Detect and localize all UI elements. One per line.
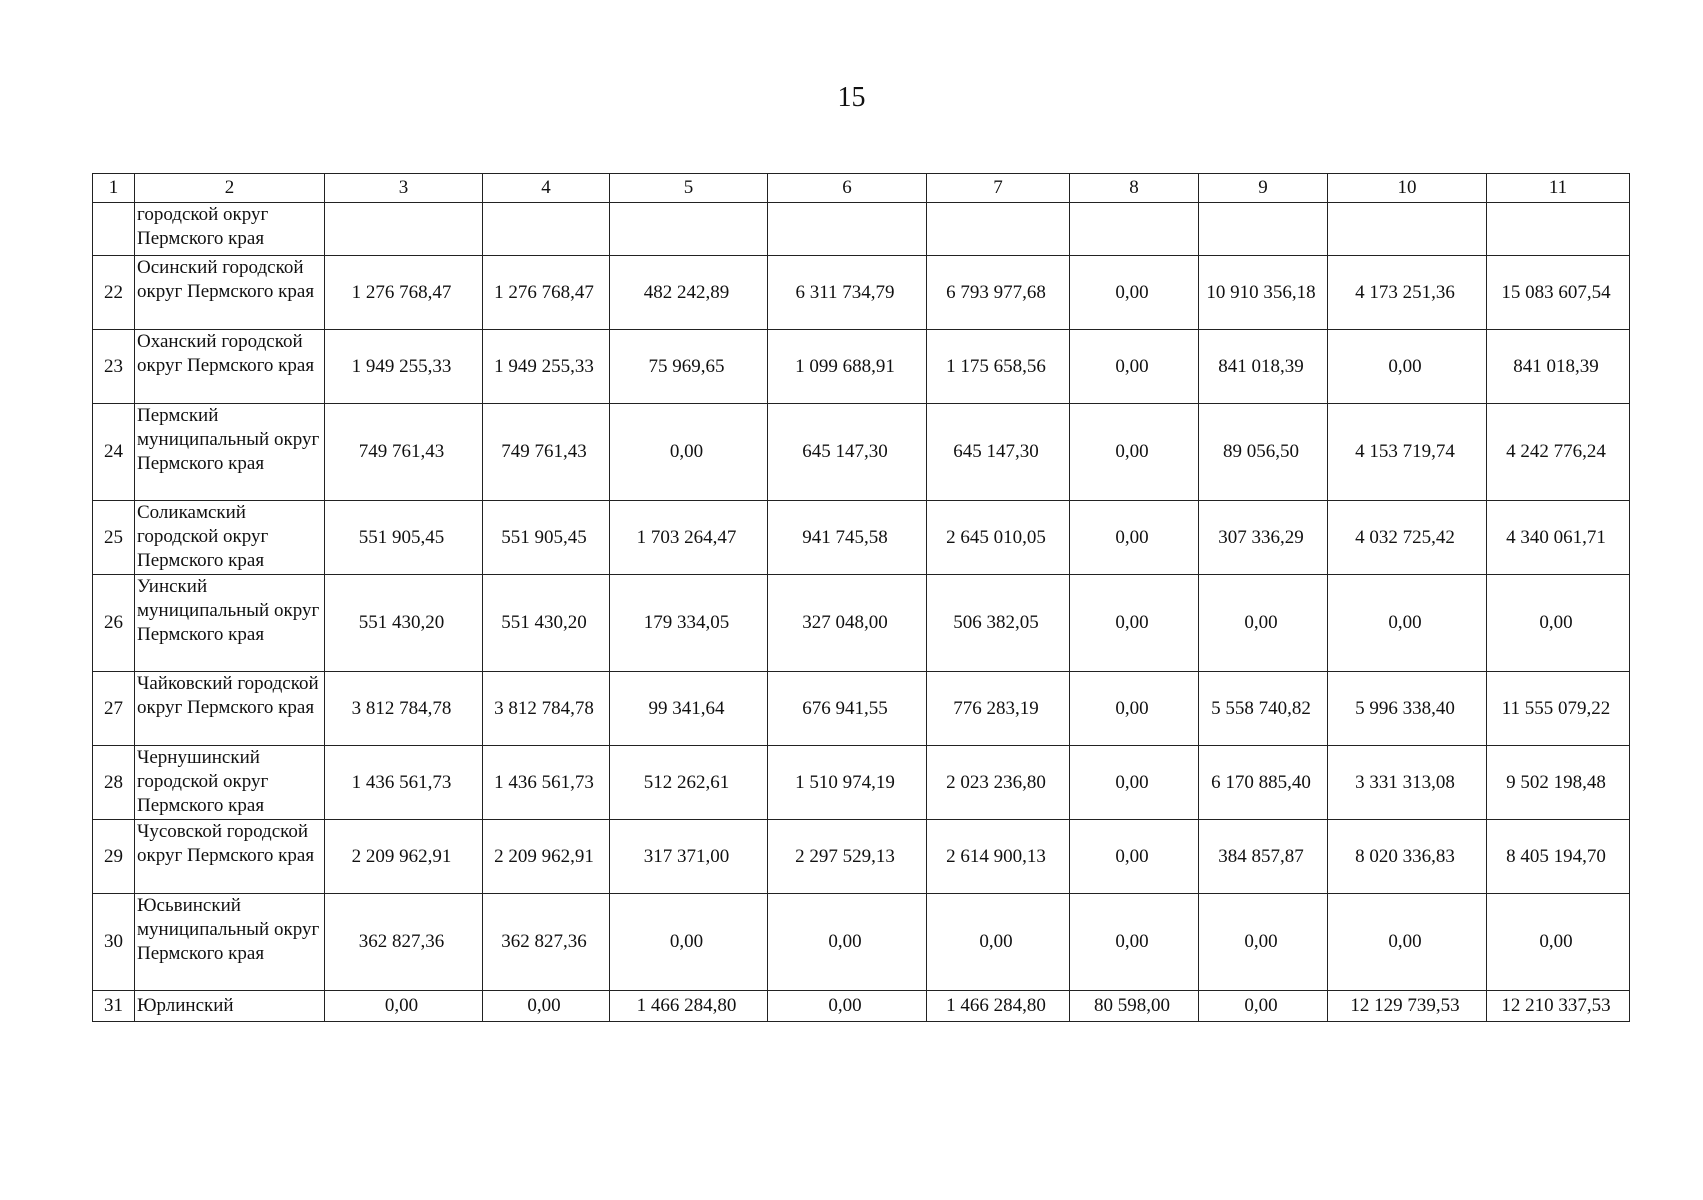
column-header-11: 11 <box>1487 174 1630 203</box>
table-body <box>93 174 1630 1022</box>
value-cell-col-8: 0,00 <box>1070 330 1199 404</box>
row-number: 30 <box>93 894 135 991</box>
value-cell-col-3: 362 827,36 <box>325 894 483 991</box>
municipality-name: Чусовской городской округ Пермского края <box>135 820 325 894</box>
table-row <box>93 501 1630 575</box>
column-header-5: 5 <box>610 174 768 203</box>
value-cell-col-8: 0,00 <box>1070 820 1199 894</box>
value-cell-col-11: 4 242 776,24 <box>1487 404 1630 501</box>
value-cell-col-6: 676 941,55 <box>768 672 927 746</box>
value-cell-col-4: 749 761,43 <box>483 404 610 501</box>
table-row <box>93 894 1630 991</box>
value-cell-col-3: 749 761,43 <box>325 404 483 501</box>
value-cell-col-7: 2 645 010,05 <box>927 501 1070 575</box>
value-cell-col-10: 4 032 725,42 <box>1328 501 1487 575</box>
value-cell-col-10: 0,00 <box>1328 894 1487 991</box>
row-number: 23 <box>93 330 135 404</box>
value-cell-col-5: 512 262,61 <box>610 746 768 820</box>
value-cell-col-11 <box>1487 203 1630 256</box>
value-cell-col-4: 1 436 561,73 <box>483 746 610 820</box>
value-cell-col-9: 307 336,29 <box>1199 501 1328 575</box>
value-cell-col-6: 941 745,58 <box>768 501 927 575</box>
value-cell-col-5: 482 242,89 <box>610 256 768 330</box>
column-header-2: 2 <box>135 174 325 203</box>
column-header-4: 4 <box>483 174 610 203</box>
row-number: 27 <box>93 672 135 746</box>
value-cell-col-3: 1 436 561,73 <box>325 746 483 820</box>
column-header-7: 7 <box>927 174 1070 203</box>
municipality-name: Юсьвинский муниципальный округ Пермского края <box>135 894 325 991</box>
municipality-name: Юрлинский <box>135 991 325 1022</box>
value-cell-col-5: 179 334,05 <box>610 575 768 672</box>
value-cell-col-7: 2 023 236,80 <box>927 746 1070 820</box>
municipality-name: Оханский городской округ Пермского края <box>135 330 325 404</box>
value-cell-col-4: 362 827,36 <box>483 894 610 991</box>
table-row <box>93 746 1630 820</box>
value-cell-col-11: 9 502 198,48 <box>1487 746 1630 820</box>
value-cell-col-10: 4 173 251,36 <box>1328 256 1487 330</box>
value-cell-col-4: 1 949 255,33 <box>483 330 610 404</box>
municipality-name: Пермский муниципальный округ Пермского края <box>135 404 325 501</box>
value-cell-col-6: 1 099 688,91 <box>768 330 927 404</box>
row-number: 26 <box>93 575 135 672</box>
value-cell-col-8: 0,00 <box>1070 894 1199 991</box>
row-number <box>93 203 135 256</box>
municipality-name: Чернушинский городской округ Пермского края <box>135 746 325 820</box>
value-cell-col-5: 0,00 <box>610 404 768 501</box>
value-cell-col-11: 15 083 607,54 <box>1487 256 1630 330</box>
value-cell-col-11: 0,00 <box>1487 575 1630 672</box>
value-cell-col-8: 80 598,00 <box>1070 991 1199 1022</box>
value-cell-col-11: 8 405 194,70 <box>1487 820 1630 894</box>
municipality-name: Соликамский городской округ Пермского края <box>135 501 325 575</box>
table-row <box>93 820 1630 894</box>
value-cell-col-6: 6 311 734,79 <box>768 256 927 330</box>
value-cell-col-4: 2 209 962,91 <box>483 820 610 894</box>
value-cell-col-4 <box>483 203 610 256</box>
column-header-6: 6 <box>768 174 927 203</box>
value-cell-col-9: 0,00 <box>1199 991 1328 1022</box>
column-header-3: 3 <box>325 174 483 203</box>
table-row <box>93 672 1630 746</box>
value-cell-col-10: 4 153 719,74 <box>1328 404 1487 501</box>
value-cell-col-9: 89 056,50 <box>1199 404 1328 501</box>
page-number: 15 <box>837 82 866 113</box>
table-row <box>93 404 1630 501</box>
value-cell-col-9: 0,00 <box>1199 575 1328 672</box>
value-cell-col-8: 0,00 <box>1070 404 1199 501</box>
column-header-1: 1 <box>93 174 135 203</box>
value-cell-col-7: 2 614 900,13 <box>927 820 1070 894</box>
value-cell-col-5: 0,00 <box>610 894 768 991</box>
value-cell-col-11: 0,00 <box>1487 894 1630 991</box>
value-cell-col-8: 0,00 <box>1070 256 1199 330</box>
value-cell-col-7: 506 382,05 <box>927 575 1070 672</box>
value-cell-col-3: 1 949 255,33 <box>325 330 483 404</box>
value-cell-col-10: 3 331 313,08 <box>1328 746 1487 820</box>
value-cell-col-4: 3 812 784,78 <box>483 672 610 746</box>
row-number: 29 <box>93 820 135 894</box>
value-cell-col-11: 4 340 061,71 <box>1487 501 1630 575</box>
municipality-name: Осинский городской округ Пермского края <box>135 256 325 330</box>
value-cell-col-8: 0,00 <box>1070 672 1199 746</box>
table-header-row <box>93 174 1630 203</box>
table-row <box>93 256 1630 330</box>
value-cell-col-6: 1 510 974,19 <box>768 746 927 820</box>
value-cell-col-10 <box>1328 203 1487 256</box>
value-cell-col-4: 0,00 <box>483 991 610 1022</box>
value-cell-col-7: 1 175 658,56 <box>927 330 1070 404</box>
row-number: 22 <box>93 256 135 330</box>
value-cell-col-11: 12 210 337,53 <box>1487 991 1630 1022</box>
value-cell-col-3: 551 905,45 <box>325 501 483 575</box>
value-cell-col-5: 99 341,64 <box>610 672 768 746</box>
municipality-name: городской округ Пермского края <box>135 203 325 256</box>
value-cell-col-7: 776 283,19 <box>927 672 1070 746</box>
value-cell-col-10: 8 020 336,83 <box>1328 820 1487 894</box>
value-cell-col-9: 6 170 885,40 <box>1199 746 1328 820</box>
value-cell-col-6: 2 297 529,13 <box>768 820 927 894</box>
value-cell-col-8 <box>1070 203 1199 256</box>
value-cell-col-6: 0,00 <box>768 991 927 1022</box>
value-cell-col-7 <box>927 203 1070 256</box>
value-cell-col-3: 1 276 768,47 <box>325 256 483 330</box>
value-cell-col-10: 0,00 <box>1328 330 1487 404</box>
value-cell-col-4: 1 276 768,47 <box>483 256 610 330</box>
value-cell-col-7: 0,00 <box>927 894 1070 991</box>
table-row <box>93 330 1630 404</box>
table-row <box>93 575 1630 672</box>
row-number: 25 <box>93 501 135 575</box>
column-header-9: 9 <box>1199 174 1328 203</box>
value-cell-col-11: 841 018,39 <box>1487 330 1630 404</box>
row-number: 31 <box>93 991 135 1022</box>
value-cell-col-3 <box>325 203 483 256</box>
value-cell-col-3: 3 812 784,78 <box>325 672 483 746</box>
value-cell-col-9: 841 018,39 <box>1199 330 1328 404</box>
value-cell-col-10: 5 996 338,40 <box>1328 672 1487 746</box>
value-cell-col-10: 0,00 <box>1328 575 1487 672</box>
column-header-8: 8 <box>1070 174 1199 203</box>
value-cell-col-3: 2 209 962,91 <box>325 820 483 894</box>
value-cell-col-9: 5 558 740,82 <box>1199 672 1328 746</box>
municipality-name: Чайковский городской округ Пермского края <box>135 672 325 746</box>
value-cell-col-8: 0,00 <box>1070 501 1199 575</box>
value-cell-col-5: 75 969,65 <box>610 330 768 404</box>
value-cell-col-6: 327 048,00 <box>768 575 927 672</box>
value-cell-col-6: 645 147,30 <box>768 404 927 501</box>
value-cell-col-9: 0,00 <box>1199 894 1328 991</box>
value-cell-col-11: 11 555 079,22 <box>1487 672 1630 746</box>
value-cell-col-5: 317 371,00 <box>610 820 768 894</box>
value-cell-col-3: 551 430,20 <box>325 575 483 672</box>
value-cell-col-3: 0,00 <box>325 991 483 1022</box>
municipality-name: Уинский муниципальный округ Пермского края <box>135 575 325 672</box>
table-row <box>93 203 1630 256</box>
value-cell-col-6: 0,00 <box>768 894 927 991</box>
value-cell-col-7: 1 466 284,80 <box>927 991 1070 1022</box>
value-cell-col-10: 12 129 739,53 <box>1328 991 1487 1022</box>
value-cell-col-9 <box>1199 203 1328 256</box>
value-cell-col-5 <box>610 203 768 256</box>
table-row <box>93 991 1630 1022</box>
value-cell-col-6 <box>768 203 927 256</box>
value-cell-col-9: 10 910 356,18 <box>1199 256 1328 330</box>
row-number: 24 <box>93 404 135 501</box>
value-cell-col-9: 384 857,87 <box>1199 820 1328 894</box>
row-number: 28 <box>93 746 135 820</box>
value-cell-col-4: 551 430,20 <box>483 575 610 672</box>
value-cell-col-5: 1 703 264,47 <box>610 501 768 575</box>
data-table <box>92 173 1630 1022</box>
column-header-10: 10 <box>1328 174 1487 203</box>
value-cell-col-5: 1 466 284,80 <box>610 991 768 1022</box>
value-cell-col-7: 645 147,30 <box>927 404 1070 501</box>
value-cell-col-8: 0,00 <box>1070 575 1199 672</box>
value-cell-col-7: 6 793 977,68 <box>927 256 1070 330</box>
value-cell-col-4: 551 905,45 <box>483 501 610 575</box>
value-cell-col-8: 0,00 <box>1070 746 1199 820</box>
